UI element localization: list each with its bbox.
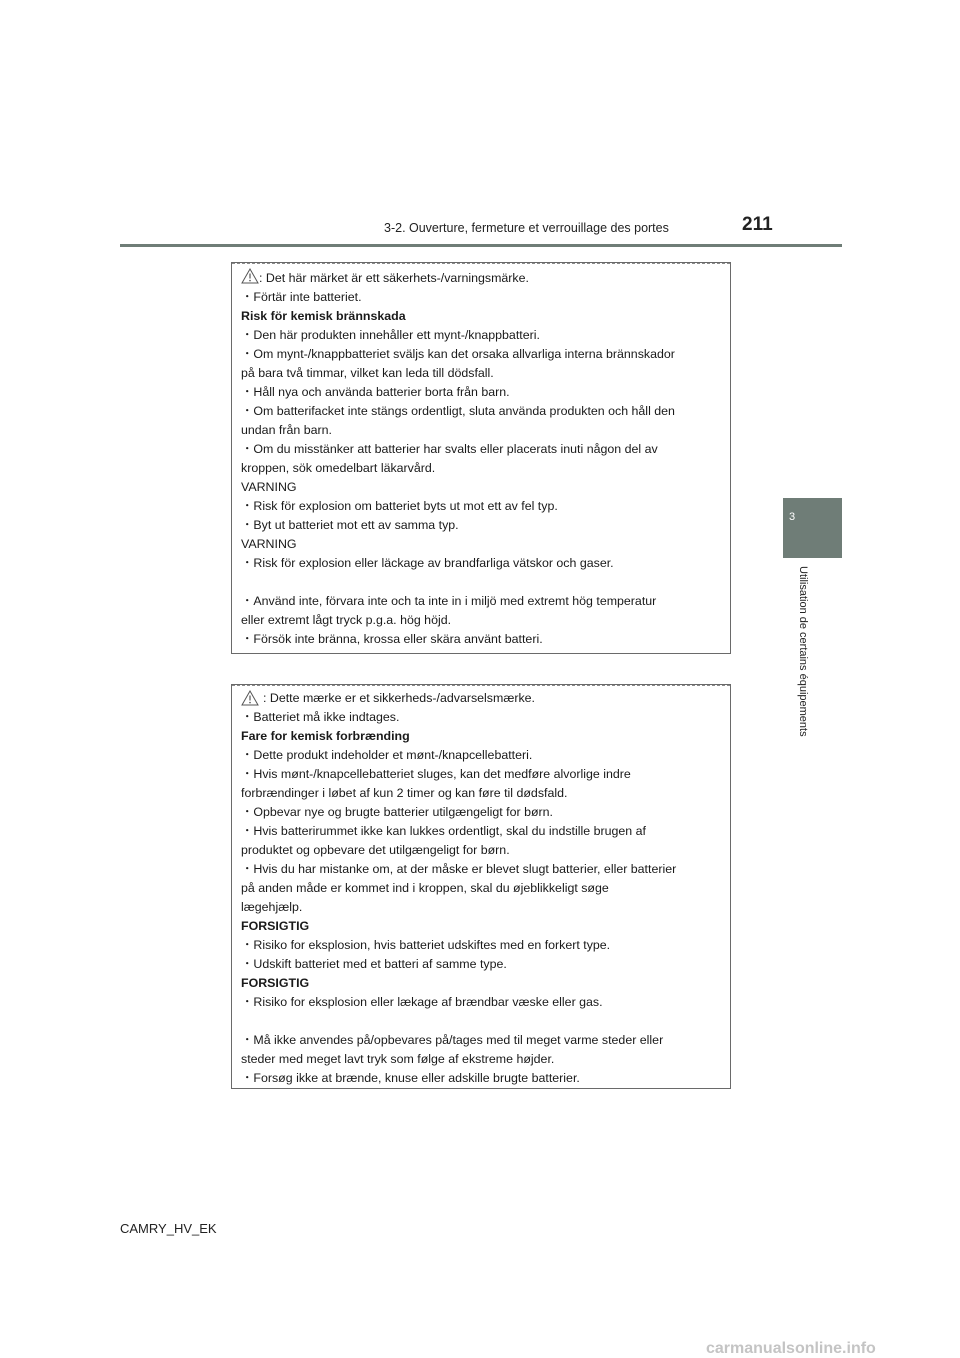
chapter-side-title: Utilisation de certains équipements xyxy=(797,566,809,737)
section-heading: VARNING xyxy=(241,537,297,551)
model-code: CAMRY_HV_EK xyxy=(120,1221,217,1236)
list-item: ・Byt ut batteriet mot ett av samma typ. xyxy=(241,518,459,532)
section-heading: FORSIGTIG xyxy=(241,976,310,990)
list-item: kroppen, sök omedelbart läkarvård. xyxy=(241,461,436,475)
page-number: 211 xyxy=(742,214,773,235)
list-item: ・Om du misstänker att batterier har svalts eller placerats inuti någon del av xyxy=(241,442,658,456)
section-heading: Fare for kemisk forbrænding xyxy=(241,729,410,743)
list-item: ・Batteriet må ikke indtages. xyxy=(241,710,400,724)
watermark: carmanualsonline.info xyxy=(706,1340,876,1357)
header-divider xyxy=(120,244,842,247)
section-heading: FORSIGTIG xyxy=(241,919,310,933)
list-item: forbrændinger i løbet af kun 2 timer og kan føre til dødsfald. xyxy=(241,786,568,800)
warning-triangle-icon xyxy=(241,690,259,706)
list-item: ・Opbevar nye og brugte batterier utilgængeligt for børn. xyxy=(241,805,553,819)
list-item: ・Risk för explosion eller läckage av brandfarliga vätskor och gaser. xyxy=(241,556,614,570)
list-item: ・Förtär inte batteriet. xyxy=(241,290,362,304)
warning-box-swedish xyxy=(231,262,731,654)
list-item: eller extremt lågt tryck p.g.a. hög höjd. xyxy=(241,613,452,627)
list-item: ・Använd inte, förvara inte och ta inte in i miljö med extremt hög temperatur xyxy=(241,594,657,608)
list-item: ・Risiko for eksplosion, hvis batteriet udskiftes med en forkert type. xyxy=(241,938,611,952)
list-item: ・Forsøg ikke at brænde, knuse eller adskille brugte batterier. xyxy=(241,1071,580,1085)
list-item: lægehjælp. xyxy=(241,900,303,914)
list-item: steder med meget lavt tryk som følge af ekstreme højder. xyxy=(241,1052,555,1066)
list-item: på anden måde er kommet ind i kroppen, skal du øjeblikkeligt søge xyxy=(241,881,609,895)
list-item: ・Hvis batterirummet ikke kan lukkes ordentligt, skal du indstille brugen af xyxy=(241,824,646,838)
warning-label: : Det här märket är ett säkerhets-/varningsmärke. xyxy=(259,271,529,285)
list-item: undan från barn. xyxy=(241,423,332,437)
chapter-number: 3 xyxy=(789,511,796,523)
warning-label: : Dette mærke er et sikkerheds-/advarselsmærke. xyxy=(263,691,535,705)
section-heading: Risk för kemisk brännskada xyxy=(241,309,406,323)
section-heading: VARNING xyxy=(241,480,297,494)
list-item: produktet og opbevare det utilgængeligt for børn. xyxy=(241,843,510,857)
section-title: 3-2. Ouverture, fermeture et verrouillage des portes xyxy=(384,221,669,235)
list-item: ・Hvis du har mistanke om, at der måske er blevet slugt batterier, eller batterier xyxy=(241,862,677,876)
list-item: ・Försök inte bränna, krossa eller skära använt batteri. xyxy=(241,632,543,646)
list-item: ・Må ikke anvendes på/opbevares på/tages med til meget varme steder eller xyxy=(241,1033,664,1047)
list-item: ・Risk för explosion om batteriet byts ut mot ett av fel typ. xyxy=(241,499,558,513)
list-item: ・Risiko for eksplosion eller lækage af brændbar væske eller gas. xyxy=(241,995,603,1009)
list-item: ・Dette produkt indeholder et mønt-/knapcellebatteri. xyxy=(241,748,533,762)
list-item: ・Om batterifacket inte stängs ordentligt, sluta använda produkten och håll den xyxy=(241,404,675,418)
list-item: ・Om mynt-/knappbatteriet sväljs kan det orsaka allvarliga interna brännskador xyxy=(241,347,675,361)
chapter-tab xyxy=(783,498,842,558)
warning-triangle-icon xyxy=(241,268,259,284)
list-item: på bara två timmar, vilket kan leda till dödsfall. xyxy=(241,366,494,380)
list-item: ・Håll nya och använda batterier borta från barn. xyxy=(241,385,510,399)
list-item: ・Hvis mønt-/knapcellebatteriet sluges, kan det medføre alvorlige indre xyxy=(241,767,631,781)
list-item: ・Udskift batteriet med et batteri af samme type. xyxy=(241,957,507,971)
warning-box-danish xyxy=(231,684,731,1089)
list-item: ・Den här produkten innehåller ett mynt-/knappbatteri. xyxy=(241,328,540,342)
